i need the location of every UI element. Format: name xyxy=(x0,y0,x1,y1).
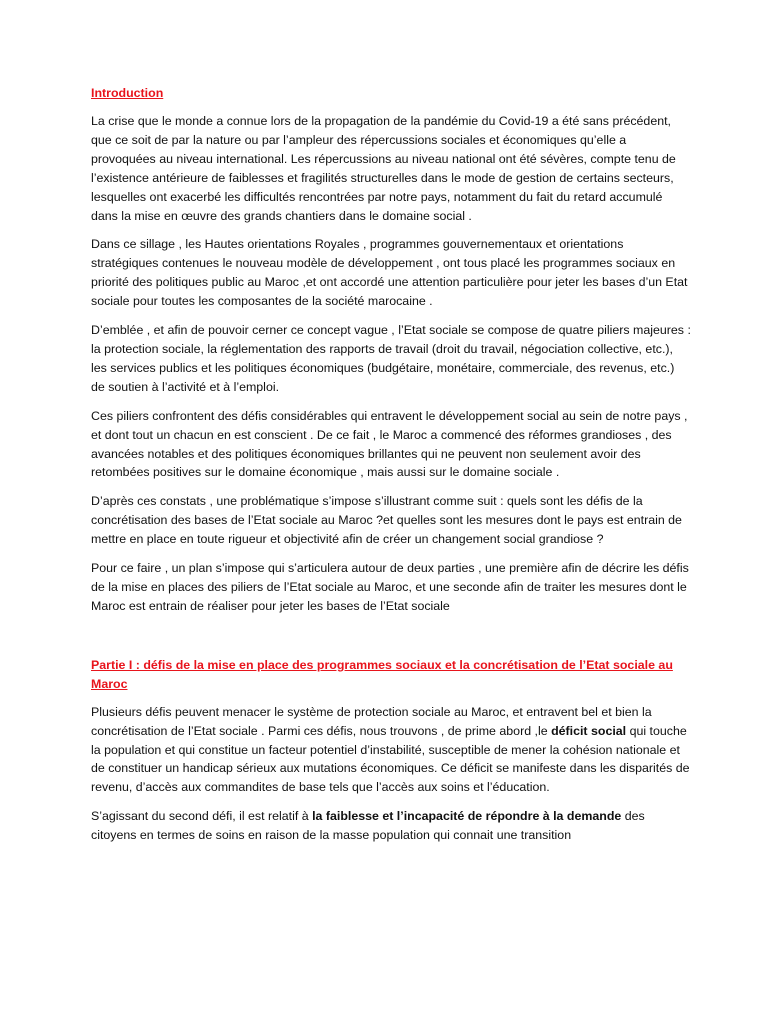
intro-paragraph-2: Dans ce sillage , les Hautes orientations Royales , programmes gouvernementaux et orientations stratégiques contenues le nouveau modèle de développement , ont tous placé les programmes sociaux en priorité des politiques public au Maroc ,et ont accordé une attention particulière pour jeter les bases d’un Etat sociale pour toutes les composantes de la société marocaine . xyxy=(91,237,688,309)
intro-paragraph-4: Ces piliers confrontent des défis considérables qui entravent le développement social au sein de notre pays , et dont tout un chacun en est conscient . De ce fait , le Maroc a commencé des réformes grandioses , des avancées notables et des politiques économiques brillantes qui ne peuvent non seulement avoir des retombées positives sur le domaine économique , mais aussi sur le domaine sociale . xyxy=(91,408,688,480)
part-1-p1-text-a: Plusieurs défis peuvent menacer le système de protection sociale au Maroc, et entravent bel et bien la concrétisation de l’Etat sociale . Parmi ces défis, nous trouvons , de prime abord ,le xyxy=(91,704,652,738)
intro-paragraph-3: D’emblée , et afin de pouvoir cerner ce concept vague , l’Etat sociale se compose de quatre piliers majeures : la protection sociale, la réglementation des rapports de travail (droit du travail, négociation collective, etc.), les services publics et les politiques économiques (budgétaire, monétaire, commerciale, des revenus, etc.) de soutien à l’activité et à l’emploi. xyxy=(91,323,691,394)
part-1-p1-bold: déficit social xyxy=(551,723,627,738)
part-1-p1-text-b: qui touche la population et qui constitue un facteur potentiel d’instabilité, susceptible de mener la cohésion nationale et de constituer un handicap sérieux aux mutations économiques. Ce déficit se manifeste dans les disparités de revenu, d’accès aux commandites de base tels que l’accès aux soins et l’éducation. xyxy=(91,723,690,795)
introduction-heading: Introduction xyxy=(91,86,164,100)
part-1-p2-text-a: S’agissant du second défi, il est relatif à xyxy=(91,809,313,824)
part-1-p2-text-b: des citoyens en termes de soins en raison de la masse population qui connait une transition xyxy=(91,809,645,843)
document-page xyxy=(91,84,691,845)
intro-paragraph-6: Pour ce faire , un plan s’impose qui s’articulera autour de deux parties , une première afin de décrire les défis de la mise en places des piliers de l’Etat sociale au Maroc, et une seconde afin de traiter les mesures dont le Maroc est entrain de réaliser pour jeter les bases de l’Etat sociale xyxy=(91,561,689,613)
part-1-paragraph-1 xyxy=(91,703,691,798)
part-1-p2-bold: la faiblesse et l’incapacité de répondre à la demande xyxy=(312,809,622,824)
part-1-paragraph-2 xyxy=(91,807,691,845)
intro-paragraph-5: D’après ces constats , une problématique s’impose s’illustrant comme suit : quels sont les défis de la concrétisation des bases de l’Etat sociale au Maroc ?et quelles sont les mesures dont le pays est entrain de mettre en place en toute rigueur et objectivité afin de créer un changement social grandiose ? xyxy=(91,494,682,547)
part-1-heading: Partie I : défis de la mise en place des programmes sociaux et la concrétisation de l’Etat sociale au Maroc xyxy=(91,657,673,691)
intro-paragraph-1: La crise que le monde a connue lors de la propagation de la pandémie du Covid-19 a été sans précédent, que ce soit de par la nature ou par l’ampleur des répercussions sociales et économiques qu’elle a provoquées au niveau international. Les répercussions au niveau national ont été sévères, compte tenu de l’existence antérieure de faiblesses et fragilités structurelles dans le mode de gestion de certains secteurs, lesquelles ont exacerbé les difficultés rencontrées par notre pays, notamment du fait du retard accumulé dans la mise en œuvre des grands chantiers dans le domaine social . xyxy=(91,114,676,223)
